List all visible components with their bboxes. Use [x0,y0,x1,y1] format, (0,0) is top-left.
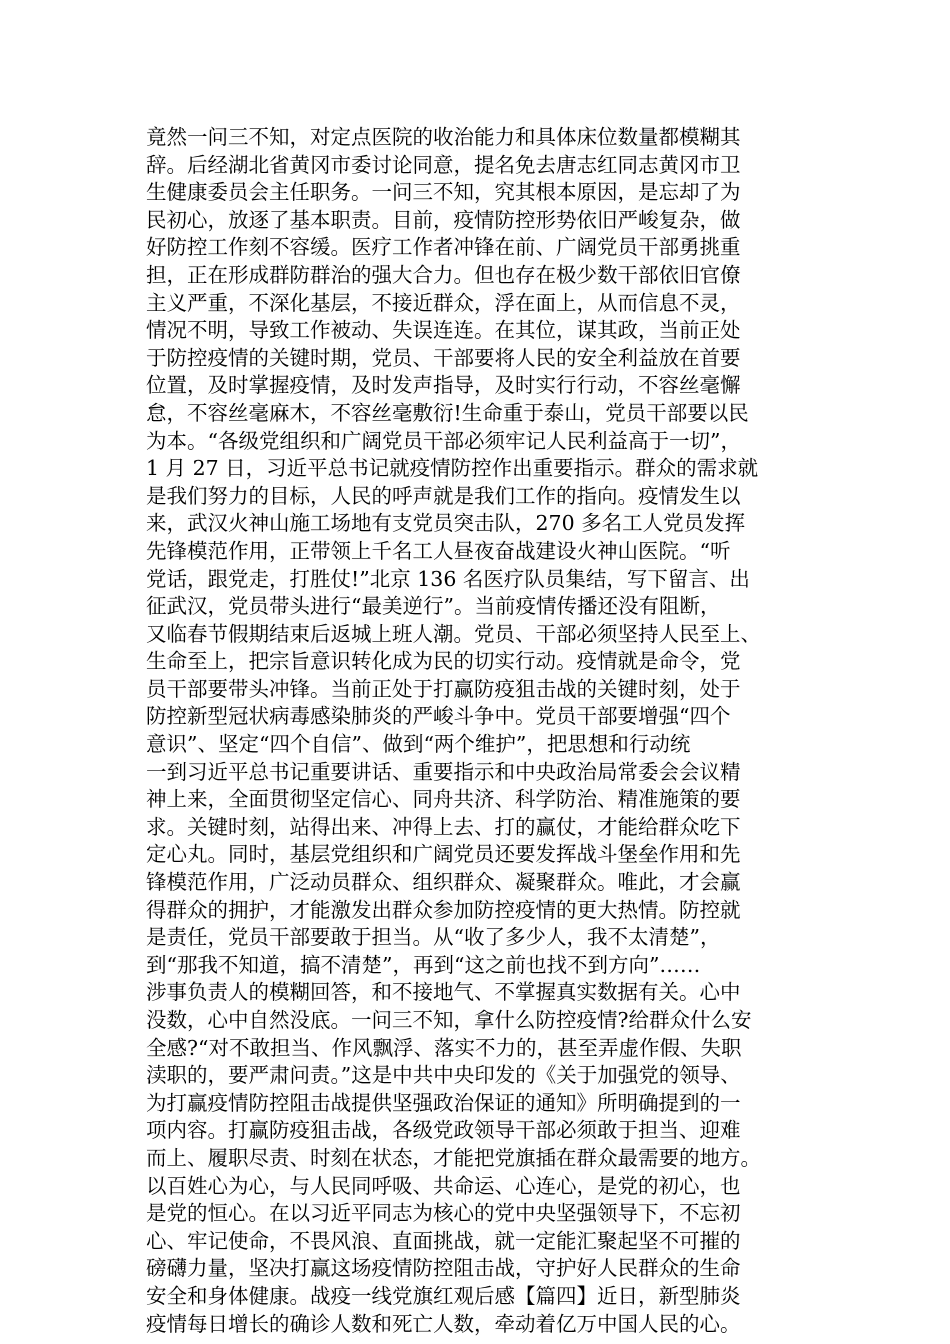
text-line: 为本。“各级党组织和广阔党员干部必须牢记人民利益高于一切”， [146,428,741,453]
text-line: 为打赢疫情防控阻击战提供坚强政治保证的通知》所明确提到的一 [146,1090,741,1115]
text-line: 神上来，全面贯彻坚定信心、同舟共济、科学防治、精准施策的要 [146,787,741,812]
text-line: 到“那我不知道，搞不清楚”，再到“这之前也找不到方向”…… [146,952,701,977]
text-line: 疫情每日增长的确诊人数和死亡人数，牵动着亿万中国人民的心。 [146,1311,741,1336]
text-line: 员干部要带头冲锋。当前正处于打赢防疫狙击战的关键时刻，处于 [146,676,741,701]
text-line: 而上、履职尽责、时刻在状态，才能把党旗插在群众最需要的地方。 [146,1145,761,1170]
text-line: 来，武汉火神山施工场地有支党员突击队，270 多名工人党员发挥 [146,511,746,536]
text-line: 是我们努力的目标，人民的呼声就是我们工作的指向。疫情发生以 [146,483,741,508]
text-line: 担，正在形成群防群治的强大合力。但也存在极少数干部依旧官僚 [146,262,741,287]
text-line: 定心丸。同时，基层党组织和广阔党员还要发挥战斗堡垒作用和先 [146,842,741,867]
text-line: 征武汉，党员带头进行“最美逆行”。当前疫情传播还没有阻断， [146,594,721,619]
text-line: 得群众的拥护，才能激发出群众参加防控疫情的更大热情。防控就 [146,897,741,922]
text-line: 是党的恒心。在以习近平同志为核心的党中央坚强领导下，不忘初 [146,1201,741,1226]
text-line: 竟然一问三不知，对定点医院的收治能力和具体床位数量都模糊其 [146,125,741,149]
text-line: 求。关键时刻，站得出来、冲得上去、打的赢仗，才能给群众吃下 [146,814,741,839]
text-line: 没数，心中自然没底。一问三不知，拿什么防控疫情?给群众什么安 [146,1008,752,1032]
body-text [146,124,806,1338]
text-line: 生命至上，把宗旨意识转化成为民的切实行动。疫情就是命令，党 [146,649,741,674]
text-line: 以百姓心为心，与人民同呼吸、共命运、心连心，是党的初心，也 [146,1173,741,1198]
text-line: 心、牢记使命，不畏风浪、直面挑战，就一定能汇聚起坚不可摧的 [146,1228,741,1253]
text-line: 怠，不容丝毫麻木，不容丝毫敷衍!生命重于泰山，党员干部要以民 [146,400,749,425]
text-line: 是责任，党员干部要敢于担当。从“收了多少人，我不太清楚”， [146,925,721,950]
text-line: 党话，跟党走，打胜仗!”北京 136 名医疗队员集结，写下留言、出 [146,566,750,591]
text-line: 情况不明，导致工作被动、失误连连。在其位，谋其政，当前正处 [146,318,741,343]
text-line: 磅礴力量，坚决打赢这场疫情防控阻击战，守护好人民群众的生命 [146,1256,741,1281]
text-line: 1 月 27 日，习近平总书记就疫情防控作出重要指示。群众的需求就 [146,456,759,481]
text-line: 锋模范作用，广泛动员群众、组织群众、凝聚群众。唯此，才会赢 [146,870,741,895]
text-line: 辞。后经湖北省黄冈市委讨论同意，提名免去唐志红同志黄冈市卫 [146,152,741,177]
text-line: 全感?“对不敢担当、作风飘浮、落实不力的，甚至弄虚作假、失职 [146,1035,742,1060]
text-line: 位置，及时掌握疫情，及时发声指导，及时实行行动，不容丝毫懈 [146,373,741,398]
text-line: 生健康委员会主任职务。一问三不知，究其根本原因，是忘却了为 [146,180,741,205]
text-line: 一到习近平总书记重要讲话、重要指示和中央政治局常委会会议精 [146,759,741,784]
text-line: 项内容。打赢防疫狙击战，各级党政领导干部必须敢于担当、迎难 [146,1118,741,1143]
text-line: 意识”、坚定“四个自信”、做到“两个维护”，把思想和行动统 [146,732,691,757]
text-line: 民初心，放逐了基本职责。目前，疫情防控形势依旧严峻复杂，做 [146,207,741,232]
text-line: 安全和身体健康。战疫一线党旗红观后感【篇四】近日，新型肺炎 [146,1283,741,1308]
text-line: 主义严重，不深化基层，不接近群众，浮在面上，从而信息不灵， [146,290,741,315]
text-line: 渎职的，要严肃问责。”这是中共中央印发的《关于加强党的领导、 [146,1063,741,1088]
text-line: 好防控工作刻不容缓。医疗工作者冲锋在前、广阔党员干部勇挑重 [146,235,741,260]
text-line: 又临春节假期结束后返城上班人潮。党员、干部必须坚持人民至上、 [146,621,761,646]
text-line: 防控新型冠状病毒感染肺炎的严峻斗争中。党员干部要增强“四个 [146,704,731,729]
text-line: 涉事负责人的模糊回答，和不接地气、不掌握真实数据有关。心中 [146,980,741,1005]
text-line: 于防控疫情的关键时期，党员、干部要将人民的安全利益放在首要 [146,345,741,370]
text-line: 先锋模范作用，正带领上千名工人昼夜奋战建设火神山医院。“听 [146,538,731,563]
